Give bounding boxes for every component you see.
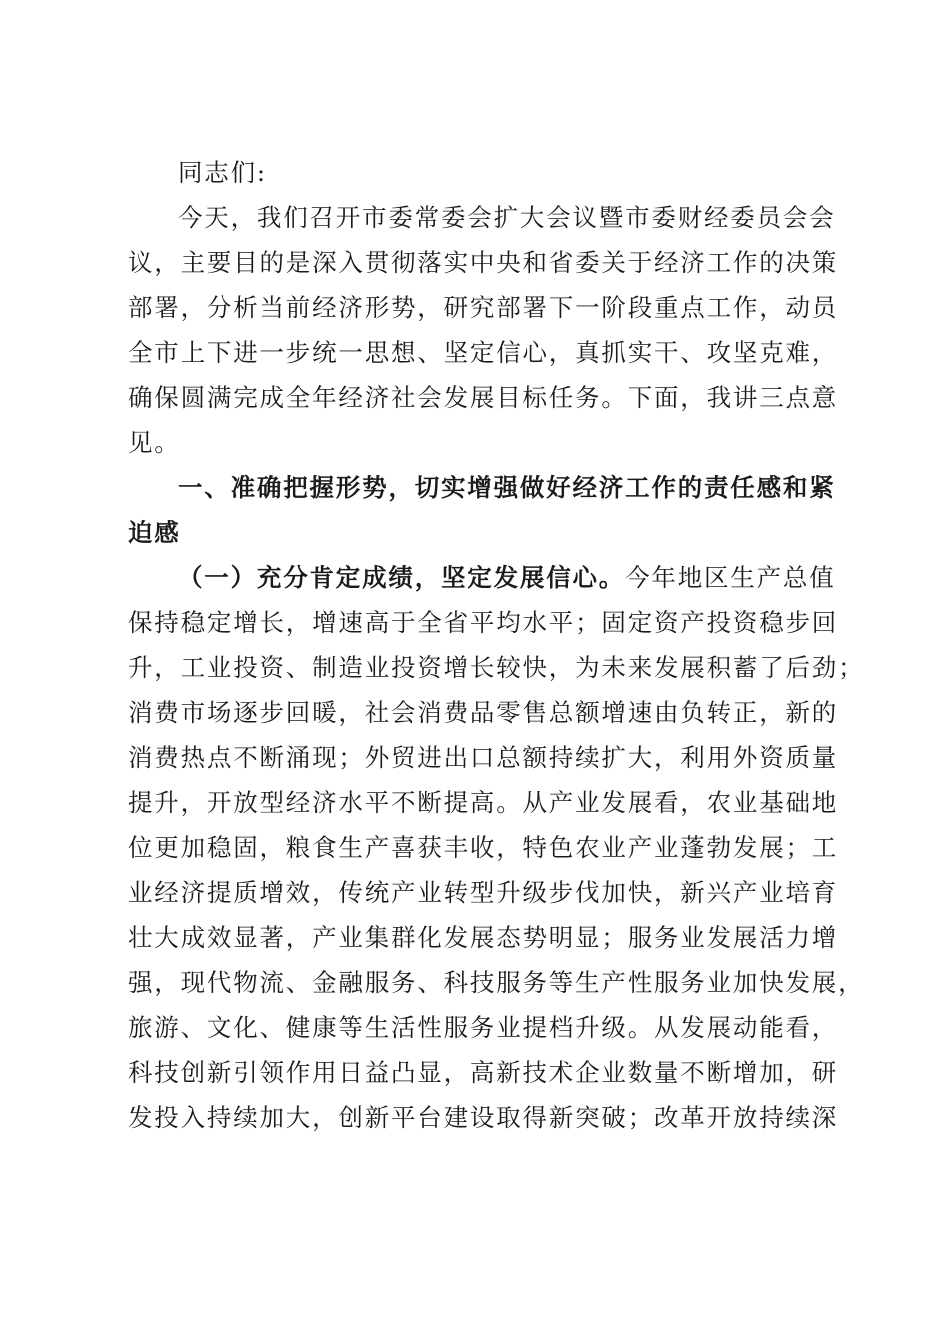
paragraph-line: 见。 <box>128 428 181 457</box>
paragraph-line: 今天，我们召开市委常委会扩大会议暨市委财经委员会会 <box>178 203 836 232</box>
paragraph-line: 位更加稳固，粮食生产喜获丰收，特色农业产业蓬勃发展；工 <box>128 833 839 862</box>
paragraph-line: 保持稳定增长，增速高于全省平均水平；固定资产投资稳步回 <box>128 608 839 637</box>
heading-line: 迫感 <box>128 518 181 547</box>
paragraph-line: 壮大成效显著，产业集群化发展态势明显；服务业发展活力增 <box>128 923 839 952</box>
paragraph-line: 议，主要目的是深入贯彻落实中央和省委关于经济工作的决策 <box>128 248 839 277</box>
section-heading <box>128 465 836 555</box>
paragraph-line: 升，工业投资、制造业投资增长较快，为未来发展积蓄了后劲； <box>128 653 865 682</box>
paragraph-line: 全市上下进一步统一思想、坚定信心，真抓实干、攻坚克难， <box>128 338 839 367</box>
heading-line: 一、准确把握形势，切实增强做好经济工作的责任感和紧 <box>178 473 836 502</box>
paragraph-line: 部署，分析当前经济形势，研究部署下一阶段重点工作，动员 <box>128 293 839 322</box>
subsection-paragraph <box>128 555 865 1140</box>
subsection-first-line-text: 今年地区生产总值 <box>625 563 836 592</box>
subsection-title: （一）充分肯定成绩，坚定发展信心。 <box>178 563 626 592</box>
paragraph-line: 科技创新引领作用日益凸显，高新技术企业数量不断增加，研 <box>128 1058 839 1087</box>
paragraph-line: 提升，开放型经济水平不断提高。从产业发展看，农业基础地 <box>128 788 839 817</box>
intro-paragraph <box>128 195 839 465</box>
paragraph-line <box>128 555 836 600</box>
salutation: 同志们: <box>178 158 267 187</box>
document-page <box>128 150 865 1140</box>
paragraph-line: 确保圆满完成全年经济社会发展目标任务。下面，我讲三点意 <box>128 383 839 412</box>
paragraph-line: 消费热点不断涌现；外贸进出口总额持续扩大，利用外资质量 <box>128 743 839 772</box>
paragraph-line: 发投入持续加大，创新平台建设取得新突破；改革开放持续深 <box>128 1103 839 1132</box>
paragraph-line: 旅游、文化、健康等生活性服务业提档升级。从发展动能看， <box>128 1013 839 1042</box>
paragraph-line: 强，现代物流、金融服务、科技服务等生产性服务业加快发展， <box>128 968 865 997</box>
paragraph-line: 消费市场逐步回暖，社会消费品零售总额增速由负转正，新的 <box>128 698 839 727</box>
paragraph-line: 业经济提质增效，传统产业转型升级步伐加快，新兴产业培育 <box>128 878 839 907</box>
